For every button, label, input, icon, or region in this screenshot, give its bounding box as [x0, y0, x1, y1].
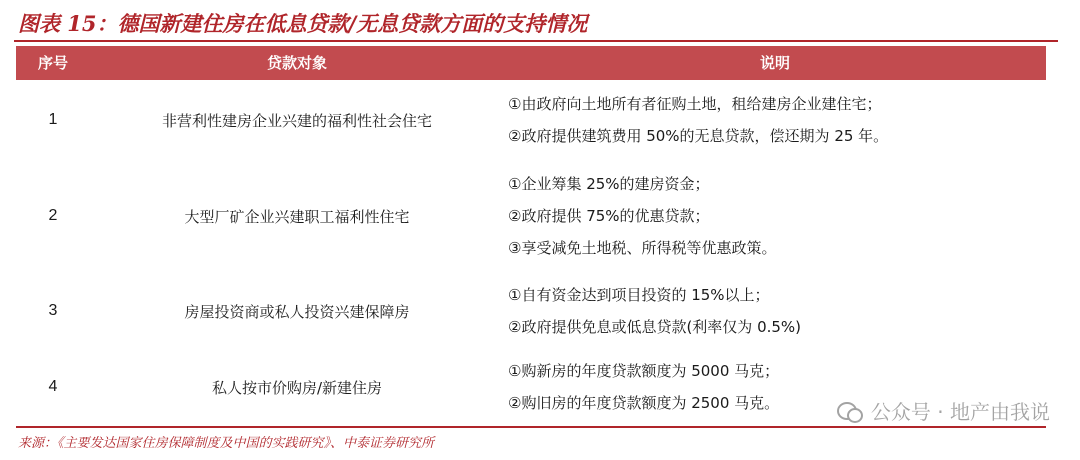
- table-row: [16, 160, 1046, 272]
- table-header: [16, 46, 1046, 80]
- title-divider: [14, 40, 1058, 42]
- row-loan-object: 大型厂矿企业兴建职工福利性住宅: [184, 207, 410, 226]
- description-line: ①由政府向土地所有者征购土地，租给建房企业建住宅；: [508, 95, 882, 113]
- wechat-icon: [837, 400, 863, 422]
- description-line: ③享受减免土地税、所得税等优惠政策。: [508, 239, 777, 257]
- header-loan-object: 贷款对象: [266, 54, 327, 72]
- row-description: [504, 80, 888, 160]
- watermark: [837, 396, 1050, 425]
- row-index: 1: [48, 111, 58, 128]
- description-line: ①自有资金达到项目投资的 15%以上；: [508, 286, 770, 304]
- description-line: ②政府提供 75%的优惠贷款；: [508, 207, 710, 225]
- description-line: ②购旧房的年度贷款额度为 2500 马克。: [508, 394, 780, 412]
- row-description: [504, 350, 779, 424]
- description-line: ①购新房的年度贷款额度为 5000 马克；: [508, 362, 780, 380]
- description-line: ②政府提供建筑费用 50%的无息贷款，偿还期为 25 年。: [508, 127, 889, 145]
- description-line: ②政府提供免息或低息贷款(利率仅为 0.5%): [508, 318, 802, 336]
- header-description: 说明: [759, 54, 790, 72]
- row-loan-object: 私人按市价购房/新建住房: [211, 378, 383, 397]
- row-description: [504, 272, 801, 350]
- source-note: 来源：《主要发达国家住房保障制度及中国的实践研究》、中泰证券研究所: [18, 436, 435, 451]
- row-loan-object: 房屋投资商或私人投资兴建保障房: [184, 302, 410, 321]
- watermark-text: 公众号 · 地产由我说: [870, 400, 1050, 424]
- row-description: [504, 160, 776, 272]
- description-line: ①企业筹集 25%的建房资金；: [508, 175, 710, 193]
- row-loan-object: 非营利性建房企业兴建的福利性社会住宅: [161, 111, 432, 130]
- bottom-divider: [16, 426, 1046, 428]
- table-row: [16, 80, 1046, 160]
- row-index: 4: [48, 378, 58, 395]
- row-index: 2: [48, 207, 58, 224]
- header-index: 序号: [37, 54, 68, 72]
- row-index: 3: [48, 302, 58, 319]
- table-row: [16, 272, 1046, 350]
- figure-title: 图表 15：德国新建住房在低息贷款/无息贷款方面的支持情况: [18, 11, 588, 36]
